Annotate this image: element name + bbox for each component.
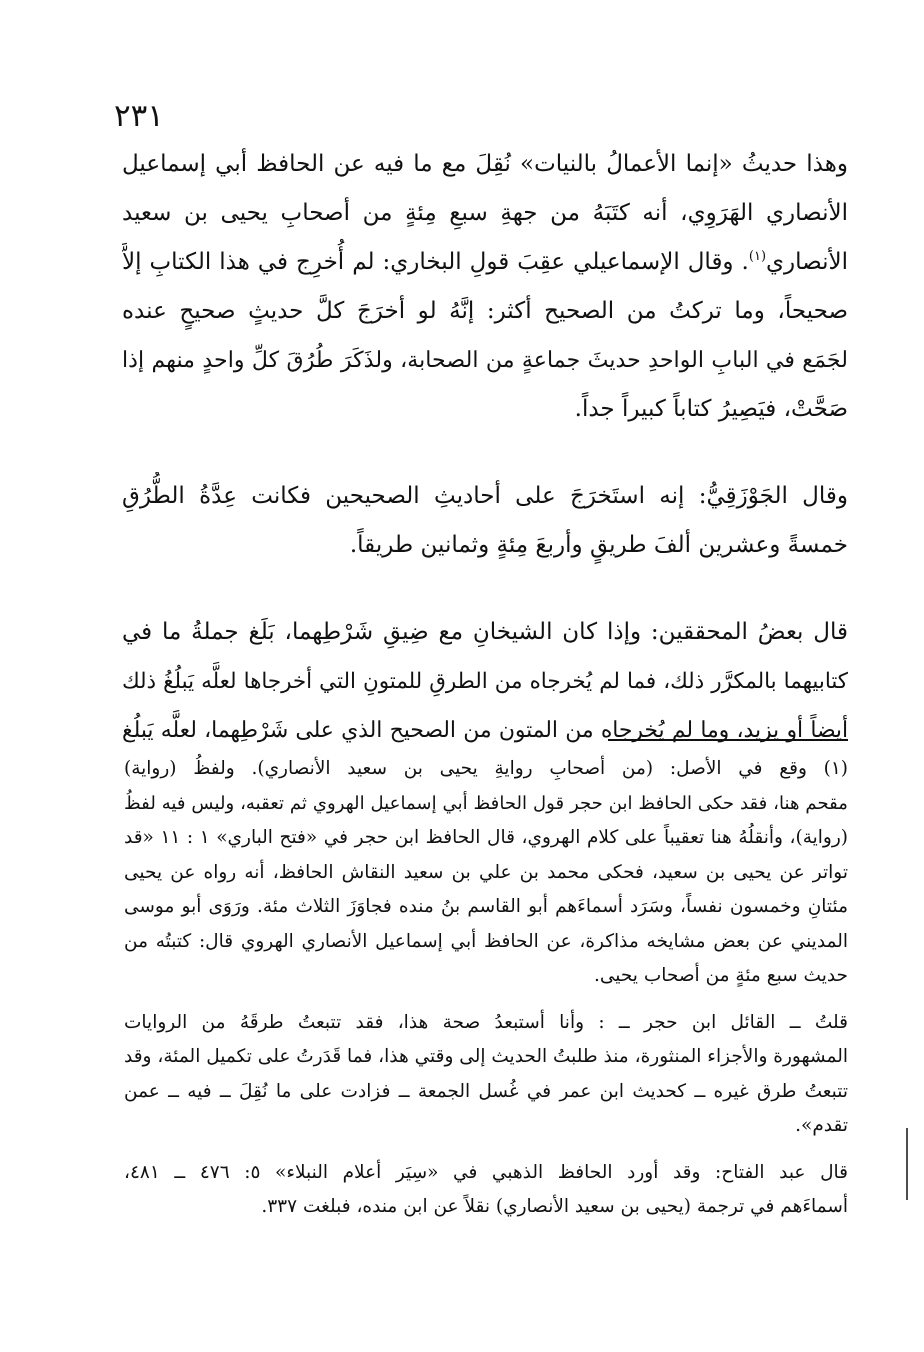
footnote-line: المديني عن بعض مشايخه مذاكرة، عن الحافظ أبي إسماعيل الأنصاري الهروي قال: كتبتُه من — [124, 930, 848, 952]
text-line: كتابيهما بالمكرَّر ذلك، فما لم يُخرجاه من الطرقِ للمتونِ التي أخرجاها لعلَّه يَبلُغُ ذلك — [122, 669, 848, 694]
footnote-separator — [608, 739, 848, 741]
text-line: صحيحاً، وما تركتُ من الصحيح أكثر: إنَّهُ لو أخرَجَ كلَّ حديثٍ صحيحٍ عنده — [122, 298, 848, 324]
footnote-ibn-hajar — [124, 1006, 848, 1144]
paragraph-muhaqqiqin — [122, 608, 848, 755]
footnote-line: أسماءَهم في ترجمة (يحيى بن سعيد الأنصاري) نقلاً عن ابن منده، فبلغت ٣٣٧. — [261, 1196, 848, 1217]
footnote-line: قال عبد الفتاح: وقد أورد الحافظ الذهبي في «سِيَر أعلام النبلاء» ٥: ٤٧٦ ــ ٤٨١، — [124, 1161, 848, 1183]
text-line: الأنصاري الهَرَوِي، أنه كتَبَهُ من جهةِ سبعِ مِئةٍ من أصحابِ يحيى بن سعيد — [122, 200, 848, 226]
footnote-line: المشهورة والأجزاء المنثورة، منذ طلبتُ الحديث إلى وقتي هذا، فما قَدَرتُ على تكميل المئة، وقد — [124, 1046, 848, 1067]
text-line: قال بعضُ المحققين: وإذا كان الشيخانِ مع ضِيقِ شَرْطِهما، بَلَغ جملةُ ما في — [122, 619, 848, 645]
footnote-line: تواتر عن يحيى بن سعيد، فحكى محمد بن علي بن سعيد النقاش الحافظ، أنه رواه عن يحيى — [124, 861, 848, 883]
text-line: وهذا حديثُ «إنما الأعمالُ بالنيات» نُقِلَ مع ما فيه عن الحافظ أبي إسماعيل — [122, 151, 848, 177]
text-line: أيضاً أو يزيد، وما لم يُخرجاه من المتون من الصحيح الذي على شَرْطِهما، لعلَّه يَبلُغ — [122, 718, 848, 743]
footnote-abd-al-fattah — [124, 1156, 848, 1225]
footnote-line: مئتانِ وخمسون نفساً، وسَرَد أسماءَهم أبو القاسم بنُ منده فجاوَزَ الثلاث مئة. ورَوَى أبو موسى — [124, 896, 848, 917]
footnote-line: تتبعتُ طرق غيره ــ كحديث ابن عمر في غُسل الجمعة ــ فزادت على ما نُقِلَ ــ فيه ــ عمن — [124, 1080, 848, 1102]
footnote-line: مقحم هنا، فقد حكى الحافظ ابن حجر قول الحافظ أبي إسماعيل الهروي ثم تعقبه، وليس فيه لفظُ — [124, 792, 848, 814]
footnote-line: (رواية)، وأنقلُهُ هنا تعقيباً على كلام الهروي، قال الحافظ ابن حجر في «فتح الباري» ١ : ١١ «قد — [124, 827, 848, 848]
footnote-line: قلتُ ــ القائل ابن حجر ــ : وأنا أستبعدُ صحة هذا، فقد تتبعتُ طرقَهُ من الروايات — [124, 1011, 848, 1033]
footnote-1 — [124, 752, 848, 994]
paragraph-hadith-niyyat — [122, 140, 848, 434]
footnotes — [124, 752, 848, 1225]
page-number: ٢٣١ — [114, 98, 164, 134]
footnote-line: تقدم». — [795, 1115, 848, 1136]
text-line: وقال الجَوْزَقِيُّ: إنه استَخرَجَ على أحاديثِ الصحيحين فكانت عِدَّةُ الطُّرُقِ — [122, 483, 848, 509]
footnote-line: (١) وقع في الأصل: (من أصحابِ روايةِ يحيى بن سعيد الأنصاري). ولفظُ (رواية) — [124, 758, 848, 779]
text-line: صَحَّتْ، فيَصِيرُ كتاباً كبيراً جداً. — [574, 396, 848, 422]
margin-scan-mark — [906, 1128, 908, 1200]
footnote-line: حديث سبع مئةٍ من أصحاب يحيى. — [593, 965, 848, 986]
text-line: لجَمَع في البابِ الواحدِ حديثَ جماعةٍ من الصحابة، ولذَكَرَ طُرُقَ كلِّ واحدٍ منهم إذا — [122, 347, 848, 373]
main-text — [122, 140, 848, 755]
text-fragment: . وقال الإسماعيلي عقِبَ قولِ البخاري: لم أُخرِج في هذا الكتابِ إلاَّ — [122, 249, 749, 275]
text-fragment: الأنصاري — [766, 249, 848, 275]
footnote-marker: (١) — [748, 249, 767, 264]
paragraph-jawzaqi — [122, 472, 848, 570]
text-line — [122, 238, 848, 287]
text-line: خمسةً وعشرين ألفَ طريقٍ وأربعَ مِئةٍ وثمانين طريقاً. — [349, 532, 848, 558]
